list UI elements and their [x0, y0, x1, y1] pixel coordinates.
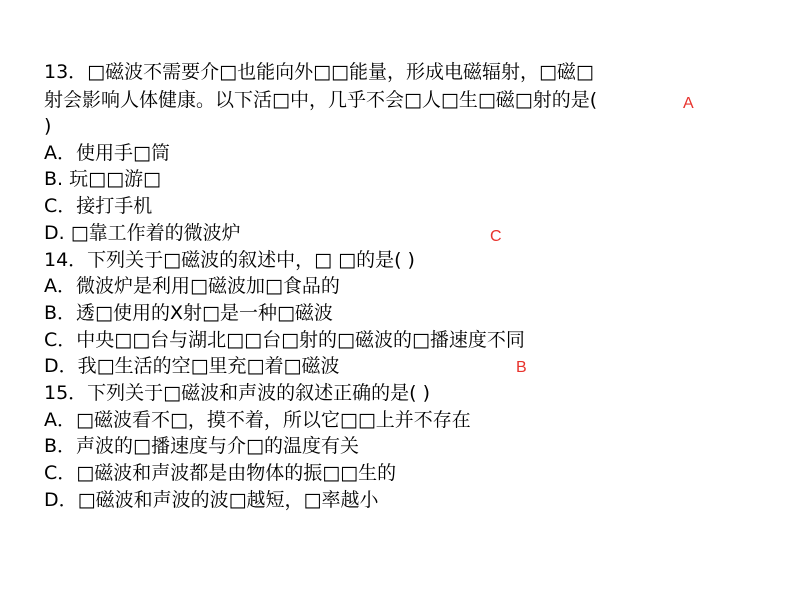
- q15-option-a: A．□磁波看不□，摸不着，所以它□□上并不存在: [44, 409, 471, 431]
- q14-option-c: C．中央□□台与湖北□□台□射的□磁波的□播速度不同: [44, 329, 525, 351]
- q15-option-b: B．声波的□播速度与介□的温度有关: [44, 435, 359, 457]
- q15-option-c: C．□磁波和声波都是由物体的振□□生的: [44, 462, 397, 484]
- q13-stem-line-3: ): [44, 115, 52, 137]
- q14-stem: 14．下列关于□磁波的叙述中，□ □的是( ): [44, 249, 415, 271]
- q14-answer-mark: C: [490, 228, 502, 245]
- q14-option-d: D．我□生活的空□里充□着□磁波: [44, 355, 340, 377]
- q15-option-d: D．□磁波和声波的波□越短，□率越小: [44, 489, 379, 511]
- q15-answer-mark: B: [516, 359, 527, 376]
- q13-option-c: C．接打手机: [44, 195, 153, 217]
- q13-stem-line-2: 射会影响人体健康。以下活□中，几乎不会□人□生□磁□射的是(: [44, 89, 598, 111]
- q13-option-b: B. 玩□□游□: [44, 168, 161, 190]
- q13-option-a: A．使用手□筒: [44, 142, 170, 164]
- q14-option-b: B．透□使用的X射□是一种□磁波: [44, 302, 333, 324]
- q13-option-d: D. □靠工作着的微波炉: [44, 222, 241, 244]
- q14-option-a: A．微波炉是利用□磁波加□食品的: [44, 275, 340, 297]
- q13-answer-mark: A: [683, 95, 694, 112]
- q15-stem: 15．下列关于□磁波和声波的叙述正确的是( ): [44, 382, 430, 404]
- q13-stem-line-1: 13．□磁波不需要介□也能向外□□能量，形成电磁辐射，□磁□: [44, 61, 594, 83]
